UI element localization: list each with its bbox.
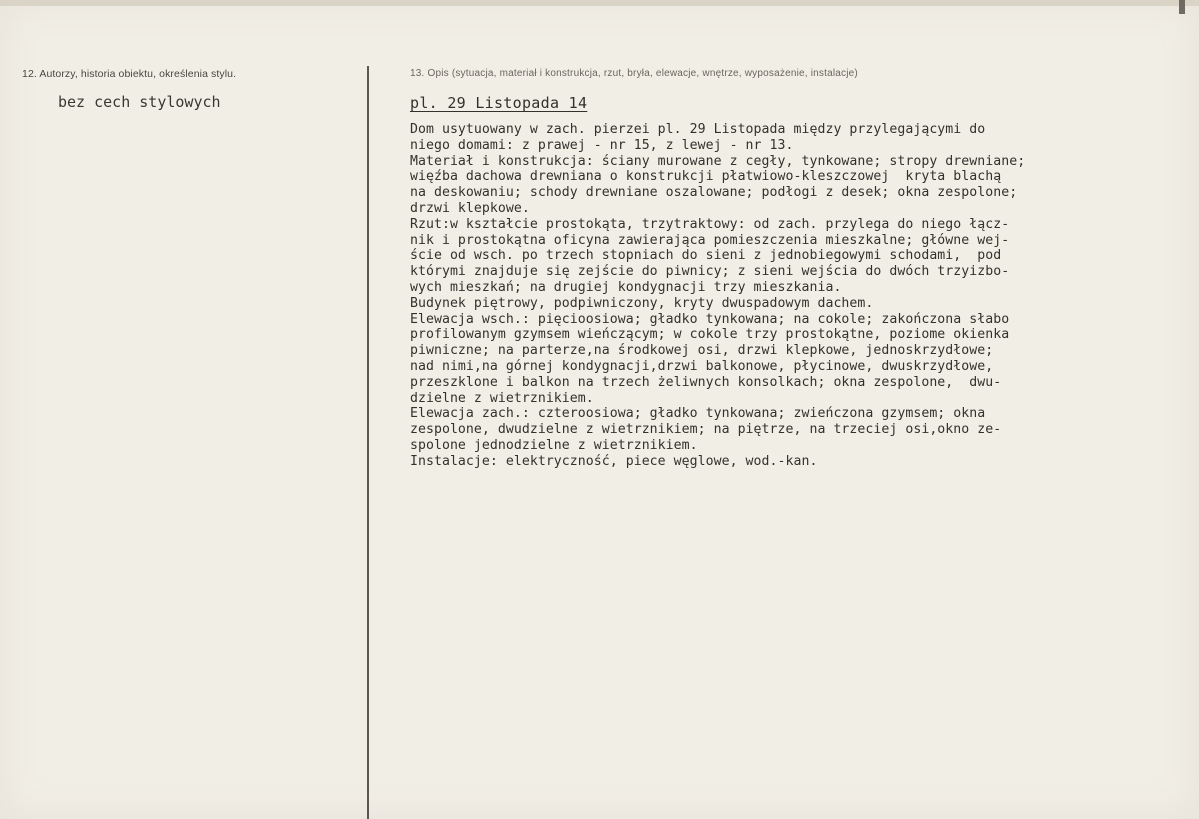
description-line: przeszklone i balkon na trzech żeliwnych konsolkach; okna zespolone, dwu-	[410, 374, 1002, 390]
description-line: zespolone, dwudzielne z wietrznikiem; na piętrze, na trzeciej osi,okno ze-	[410, 422, 1002, 438]
description-line: Rzut:w kształcie prostokąta, trzytraktowy: od zach. przylega do niego łącz-	[410, 216, 1010, 232]
description-line: nad nimi,na górnej kondygnacji,drzwi balkonowe, płycinowe, dwuskrzydłowe,	[410, 358, 994, 374]
description-line: więźba dachowa drewniana o konstrukcji płatwiowo-kleszczowej kryta blachą	[410, 169, 1002, 185]
column-divider	[367, 66, 369, 819]
description-line: piwniczne; na parterze,na środkowej osi, drzwi klepkowe, jednoskrzydłowe;	[410, 343, 994, 359]
style-description: bez cech stylowych	[58, 93, 221, 111]
description-line: niego domami: z prawej - nr 15, z lewej - nr 13.	[410, 137, 794, 153]
corner-mark	[1179, 0, 1185, 14]
address-heading: pl. 29 Listopada 14	[410, 94, 588, 112]
description-line: nik i prostokątna oficyna zawierająca pomieszczenia mieszkalne; główne wej-	[410, 232, 1010, 248]
description-line: którymi znajduje się zejście do piwnicy; z sieni wejścia do dwóch trzyizbo-	[410, 264, 1010, 280]
description-line: Budynek piętrowy, podpiwniczony, kryty dwuspadowym dachem.	[410, 295, 874, 311]
description-body	[410, 122, 1185, 470]
description-line: spolone jednodzielne z wietrznikiem.	[410, 437, 698, 453]
description-line: ście od wsch. po trzech stopniach do sieni z jednobiegowymi schodami, pod	[410, 248, 1002, 264]
description-line: Elewacja wsch.: pięcioosiowa; gładko tynkowana; na cokole; zakończona słabo	[410, 311, 1010, 327]
description-line: Materiał i konstrukcja: ściany murowane z cegły, tynkowane; stropy drewniane;	[410, 153, 1026, 169]
description-line: na deskowaniu; schody drewniane oszalowane; podłogi z desek; okna zespolone;	[410, 185, 1018, 201]
top-edge-rule	[0, 0, 1199, 6]
description-line: profilowanym gzymsem wieńczącym; w cokole trzy prostokątne, poziome okienka	[410, 327, 1010, 343]
description-line: drzwi klepkowe.	[410, 200, 530, 216]
description-line: Elewacja zach.: czteroosiowa; gładko tynkowana; zwieńczona gzymsem; okna	[410, 406, 986, 422]
description-line: wych mieszkań; na drugiej kondygnacji trzy mieszkania.	[410, 279, 842, 295]
description-line: Dom usytuowany w zach. pierzei pl. 29 Listopada między przylegającymi do	[410, 122, 986, 137]
description-line: dzielne z wietrznikiem.	[410, 390, 594, 406]
section-13-header: 13. Opis (sytuacja, materiał i konstrukcja, rzut, bryła, elewacje, wnętrze, wyposażenie, instalacje)	[410, 68, 858, 79]
section-12-header: 12. Autorzy, historia obiektu, określenia stylu.	[22, 68, 237, 80]
description-line: Instalacje: elektryczność, piece węglowe, wod.-kan.	[410, 453, 818, 469]
